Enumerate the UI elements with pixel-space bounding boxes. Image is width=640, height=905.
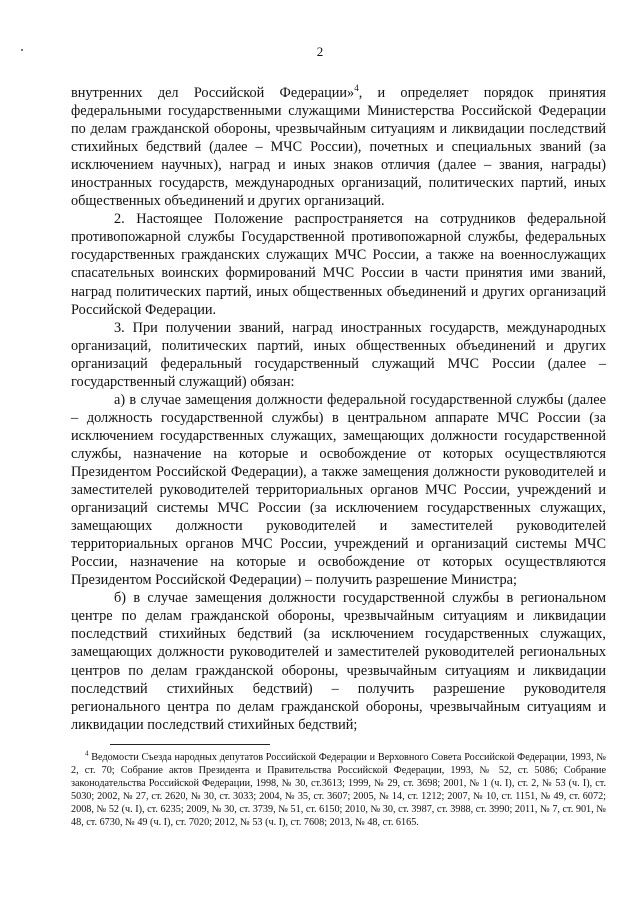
document-body	[71, 84, 606, 734]
paragraph-continuation	[71, 84, 606, 210]
paragraph-text-start: внутренних дел Российской Федерации»	[71, 85, 355, 101]
paragraph-text-end: , и определяет порядок принятия федеральными государственными служащими Министерства Российской Федерации по делам гражданской обороны, чрезвычайным ситуациям и ликвидации последствий стихийных бедствий (далее – МЧС России), почетных и специальных званий (за исключением научных), наград и иных знаков отличия (далее – звания, награды) иностранных государств, международных организаций, политических партий, иных общественных объединений и других организаций.	[71, 85, 606, 210]
footnote	[71, 751, 606, 830]
footnote-mark: 4	[85, 749, 89, 758]
subparagraph-a: а) в случае замещения должности федеральной государственной службы (далее – должность государственной службы) в центральном аппарате МЧС России (за исключением государственных служащих, замещающих должности государственной службы, назначение на которые и освобождение от которых осуществляются Президентом Российской Федерации), а также замещения должности руководителей и заместителей руководителей территориальных органов МЧС России, учреждений и организаций системы МЧС России (за исключением государственных служащих, замещающих должности руководителей и заместителей руководителей территориальных органов МЧС России, учреждений и организаций системы МЧС России, назначение на которые и освобождение от которых осуществляются Президентом Российской Федерации) – получить разрешение Министра;	[71, 391, 606, 589]
subparagraph-b: б) в случае замещения должности государственной службы в региональном центре по делам гражданской обороны, чрезвычайным ситуациям и ликвидации последствий стихийных бедствий (за исключением государственных служащих, замещающих должности руководителей и заместителей руководителей региональных центров по делам гражданской обороны, чрезвычайным ситуациям и ликвидации последствий стихийных бедствий) – получить разрешение руководителя регионального центра по делам гражданской обороны, чрезвычайным ситуациям и ликвидации последствий стихийных бедствий;	[71, 590, 606, 733]
footnote-divider	[110, 744, 270, 745]
footnote-text: Ведомости Съезда народных депутатов Российской Федерации и Верховного Совета Российской Федерации, 1993, № 2, ст. 70; Собрание актов Президента и Правительства Российской Федерации, 1993, № 52, ст. 5086; Собрание законодательства Российской Федерации, 1998, № 30, ст.3613; 1999, № 29, ст. 3698; 2001, № 1 (ч. I), ст. 2, № 53 (ч. I), ст. 5030; 2002, № 27, ст. 2620, № 30, ст. 3033; 2004, № 35, ст. 3607; 2005, № 14, ст. 1212; 2007, № 10, ст. 1151, № 49, ст. 6072; 2008, № 52 (ч. I), ст. 6235; 2009, № 30, ст. 3739, № 51, ст. 6150; 2010, № 30, ст. 3987, ст. 3988, ст. 3990; 2011, № 7, ст. 901, № 48, ст. 6730, № 49 (ч. I), ст. 7020; 2012, № 53 (ч. I), ст. 7608; 2013, № 48, ст. 6165.	[71, 752, 607, 829]
paragraph-2: 2. Настоящее Положение распространяется на сотрудников федеральной противопожарной службы Государственной противопожарной службы, федеральных государственных гражданских служащих МЧС России, а также на военнослужащих спасательных воинских формирований МЧС России в части принятия ими званий, наград политических партий, иных общественных объединений и других организаций Российской Федерации.	[71, 211, 606, 318]
page-number: 2	[316, 44, 324, 59]
footnote-reference[interactable]: 4	[354, 83, 359, 94]
paragraph-3: 3. При получении званий, наград иностранных государств, международных организаций, политических партий, иных общественных объединений и других организаций федеральный государственный служащий МЧС России (далее – государственный служащий) обязан:	[71, 319, 606, 390]
